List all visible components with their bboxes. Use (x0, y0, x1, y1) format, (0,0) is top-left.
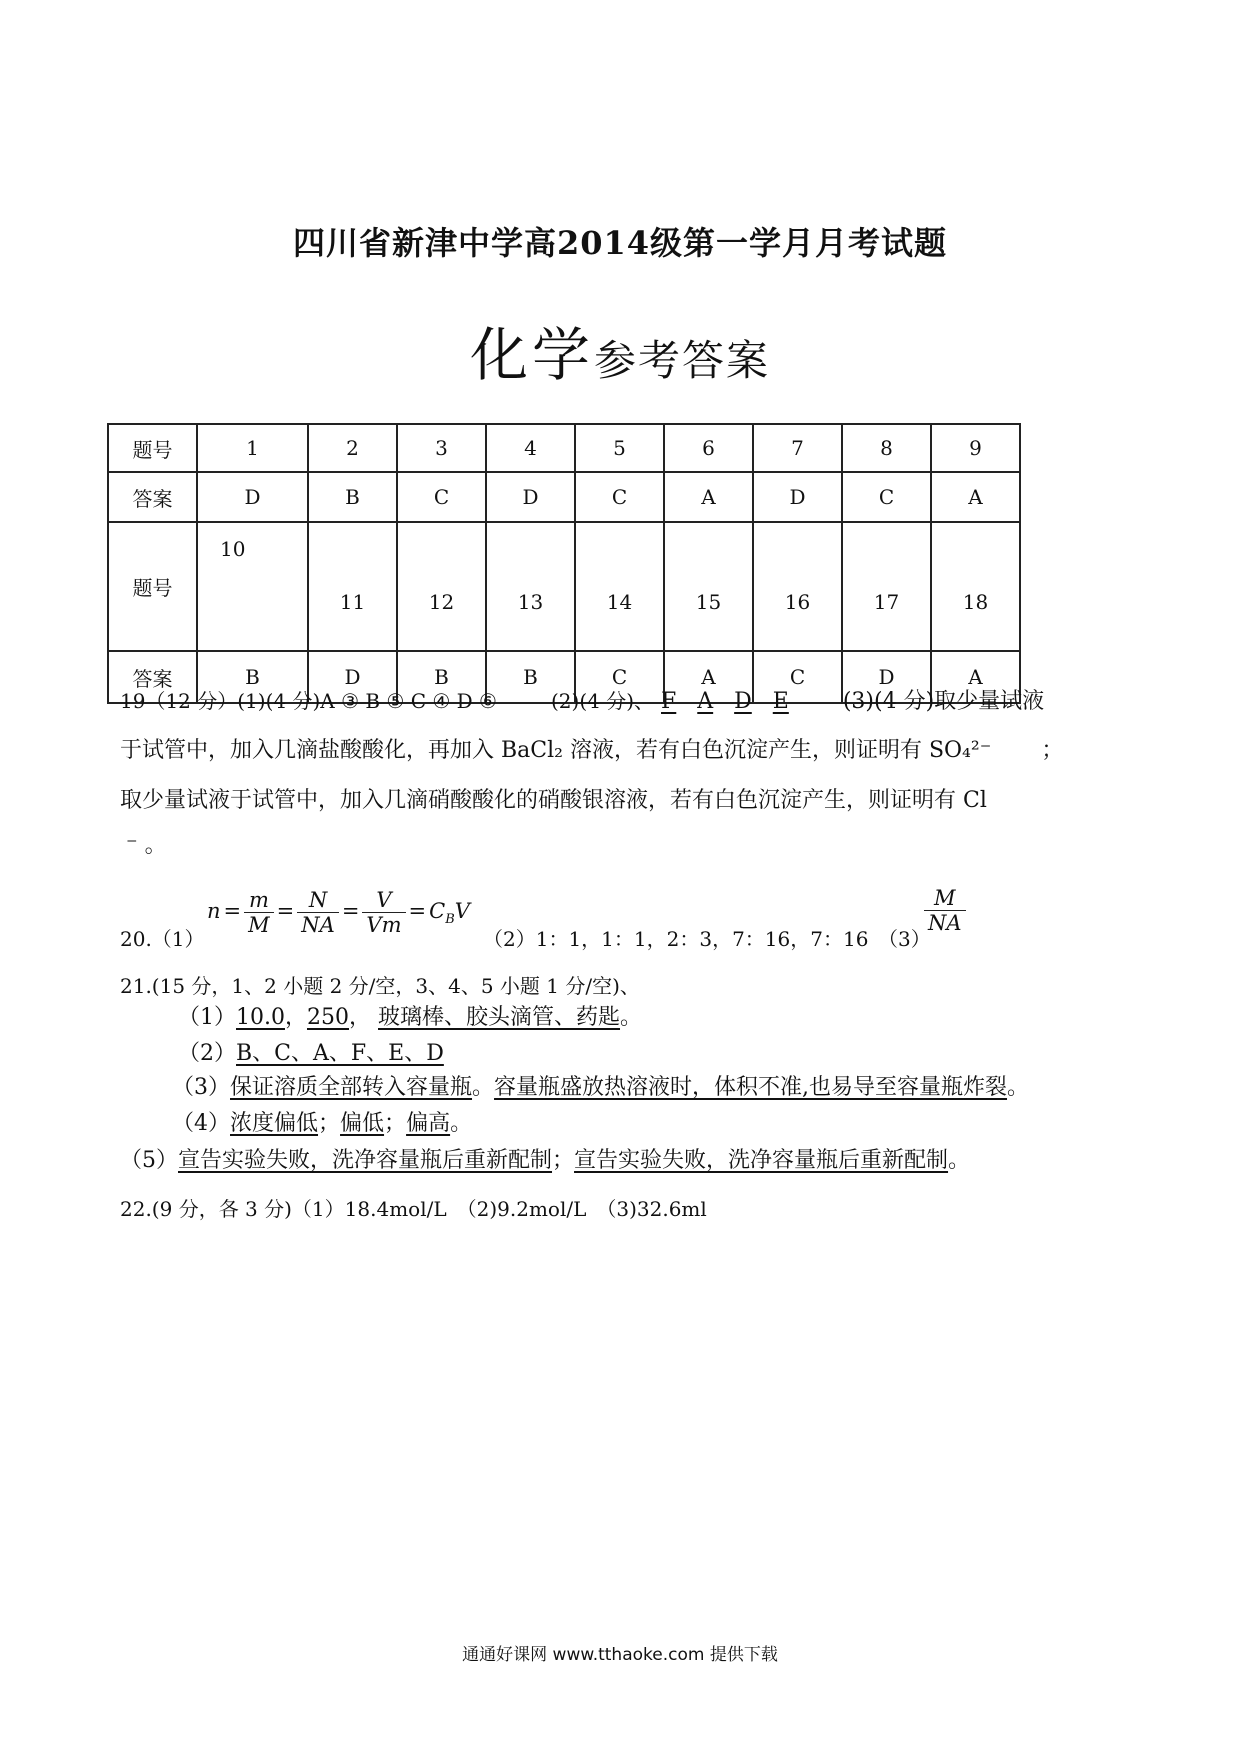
q19-intro: 19（12 分）(1)(4 分)A ③ B ⑤ C ④ D ⑥ (120, 689, 497, 713)
part-label: （3） (172, 1075, 230, 1100)
subtitle-subject: 化学 (469, 321, 594, 389)
table-row (108, 522, 1020, 651)
part-label: （2） (178, 1041, 236, 1066)
table-cell: 18 (931, 522, 1020, 651)
table-cell: 1 (197, 424, 308, 472)
table-cell: C (753, 651, 842, 703)
answer: 偏低 (340, 1111, 385, 1136)
q21-header: 21.(15 分，1、2 小题 2 分/空，3、4、5 小题 1 分/空)、 (120, 974, 640, 998)
q19-line4: ⁻ 。 (126, 833, 167, 858)
table-cell: 10 (197, 522, 308, 651)
q19-part2-label: (2)(4 分)、 (550, 689, 655, 713)
table-cell: 16 (753, 522, 842, 651)
punct: 。 (620, 1005, 643, 1030)
table-cell: 5 (575, 424, 664, 472)
formula-v: V (454, 899, 470, 923)
table-cell: D (753, 472, 842, 522)
table-cell: 8 (842, 424, 931, 472)
table-cell: B (308, 472, 397, 522)
table-cell: B (397, 651, 486, 703)
q19-line2 (120, 733, 1063, 764)
table-cell: 6 (664, 424, 753, 472)
q19-line3: 取少量试液于试管中，加入几滴硝酸酸化的硝酸银溶液，若有白色沉淀产生，则证明有 Cl (120, 788, 987, 813)
punct: ； (318, 1111, 341, 1136)
formula-fraction (362, 888, 405, 937)
table-cell: 7 (753, 424, 842, 472)
punct: 。 (472, 1075, 495, 1100)
q22-line: 22.(9 分，各 3 分)（1）18.4mol/L （2)9.2mol/L （3)32.6ml (120, 1197, 707, 1221)
formula-equals: = (223, 899, 242, 923)
q19-part3-start: (3)(4 分)取少量试液 (842, 689, 1045, 714)
part-label: （4） (172, 1111, 230, 1136)
fraction-numerator: N (297, 888, 339, 913)
fraction-denominator: M (248, 913, 270, 937)
q20-part3-fraction (924, 886, 966, 935)
q21-part3 (172, 1070, 1029, 1101)
q19-answer: E (772, 689, 789, 714)
q20-part2: （2）1：1，1：1，2：3，7：16，7：16 (483, 927, 869, 951)
table-cell: 题号 (108, 522, 197, 651)
table-cell: 17 (842, 522, 931, 651)
punct: 。 (948, 1148, 971, 1173)
table-cell: 13 (486, 522, 575, 651)
fraction-numerator: V (362, 888, 405, 913)
q20-part3-label: （3） (878, 927, 931, 951)
subtitle-answer-key: 参考答案 (594, 336, 771, 385)
table-cell: A (931, 651, 1020, 703)
table-cell: 3 (397, 424, 486, 472)
punct: ； (384, 1111, 407, 1136)
q21-part4 (172, 1106, 472, 1137)
punct: ； (552, 1148, 575, 1173)
q21-part2 (178, 1036, 444, 1067)
footer-source: 通通好课网 www.tthaoke.com 提供下载 (462, 1645, 778, 1665)
table-cell: A (664, 651, 753, 703)
q21-part1: （1）10.0，250， 玻璃棒、胶头滴管、药匙。 (178, 1005, 643, 1030)
formula-n: n (207, 899, 221, 923)
punct: 。 (1007, 1075, 1030, 1100)
table-cell: D (197, 472, 308, 522)
table-cell: A (664, 472, 753, 522)
q20-label: 20.（1） (120, 927, 205, 951)
page-title: 四川省新津中学高2014级第一学月月考试题 (292, 224, 948, 262)
table-cell: D (842, 651, 931, 703)
q19-answer: D (734, 689, 752, 714)
formula-equals: = (276, 899, 295, 923)
table-cell: C (397, 472, 486, 522)
formula-c: C (429, 899, 446, 923)
q19-line1 (120, 684, 1044, 715)
formula-equals: = (341, 899, 360, 923)
q19-answer: A (697, 689, 714, 714)
table-cell: 12 (397, 522, 486, 651)
answer: 保证溶质全部转入容量瓶 (230, 1075, 473, 1100)
answer: 玻璃棒、胶头滴管、药匙 (378, 1005, 621, 1030)
punct: 。 (450, 1111, 473, 1136)
part-label: （5） (120, 1148, 178, 1173)
fraction-denominator: NA (928, 911, 962, 935)
table-cell: D (308, 651, 397, 703)
table-cell: C (575, 651, 664, 703)
table-cell: 答案 (108, 472, 197, 522)
formula-equals: = (408, 899, 427, 923)
answer: 偏高 (406, 1111, 451, 1136)
q19-text: 于试管中，加入几滴盐酸酸化，再加入 BaCl₂ 溶液，若有白色沉淀产生，则证明有 SO₄²⁻ (120, 738, 992, 763)
part-label: （1） (178, 1005, 236, 1030)
q20-formula (207, 888, 470, 937)
q21-part5 (120, 1143, 970, 1174)
table-cell: 答案 (108, 651, 197, 703)
table-cell: 2 (308, 424, 397, 472)
table-cell: 9 (931, 424, 1020, 472)
answer: B、C、A、F、E、D (236, 1041, 444, 1066)
table-row (108, 472, 1020, 522)
table-cell: C (575, 472, 664, 522)
q19-text: ； (1041, 738, 1064, 763)
formula-fraction (297, 888, 339, 937)
answer: 容量瓶盛放热溶液时，体积不准,也易导至容量瓶炸裂 (494, 1075, 1008, 1100)
answer: 10.0 (236, 1005, 285, 1030)
table-cell: 14 (575, 522, 664, 651)
formula-subscript: B (445, 912, 455, 928)
table-cell: A (931, 472, 1020, 522)
answer: 宣告实验失败，洗净容量瓶后重新配制 (574, 1148, 949, 1173)
table-cell: 4 (486, 424, 575, 472)
answer: 250 (307, 1005, 349, 1030)
table-cell: 11 (308, 522, 397, 651)
table-cell: C (842, 472, 931, 522)
fraction-denominator: Vm (366, 913, 402, 937)
q19-answer: F (661, 689, 677, 714)
table-cell: D (486, 472, 575, 522)
answer: 浓度偏低 (230, 1111, 319, 1136)
table-row (108, 424, 1020, 472)
answer-table (107, 423, 1021, 704)
fraction-denominator: NA (301, 913, 335, 937)
answer: 宣告实验失败，洗净容量瓶后重新配制 (178, 1148, 553, 1173)
formula-fraction (244, 888, 274, 937)
page-subtitle (0, 308, 1240, 392)
table-cell: 题号 (108, 424, 197, 472)
table-cell: 15 (664, 522, 753, 651)
fraction-numerator: M (924, 886, 966, 911)
fraction-numerator: m (244, 888, 274, 913)
table-cell: B (486, 651, 575, 703)
table-cell: B (197, 651, 308, 703)
